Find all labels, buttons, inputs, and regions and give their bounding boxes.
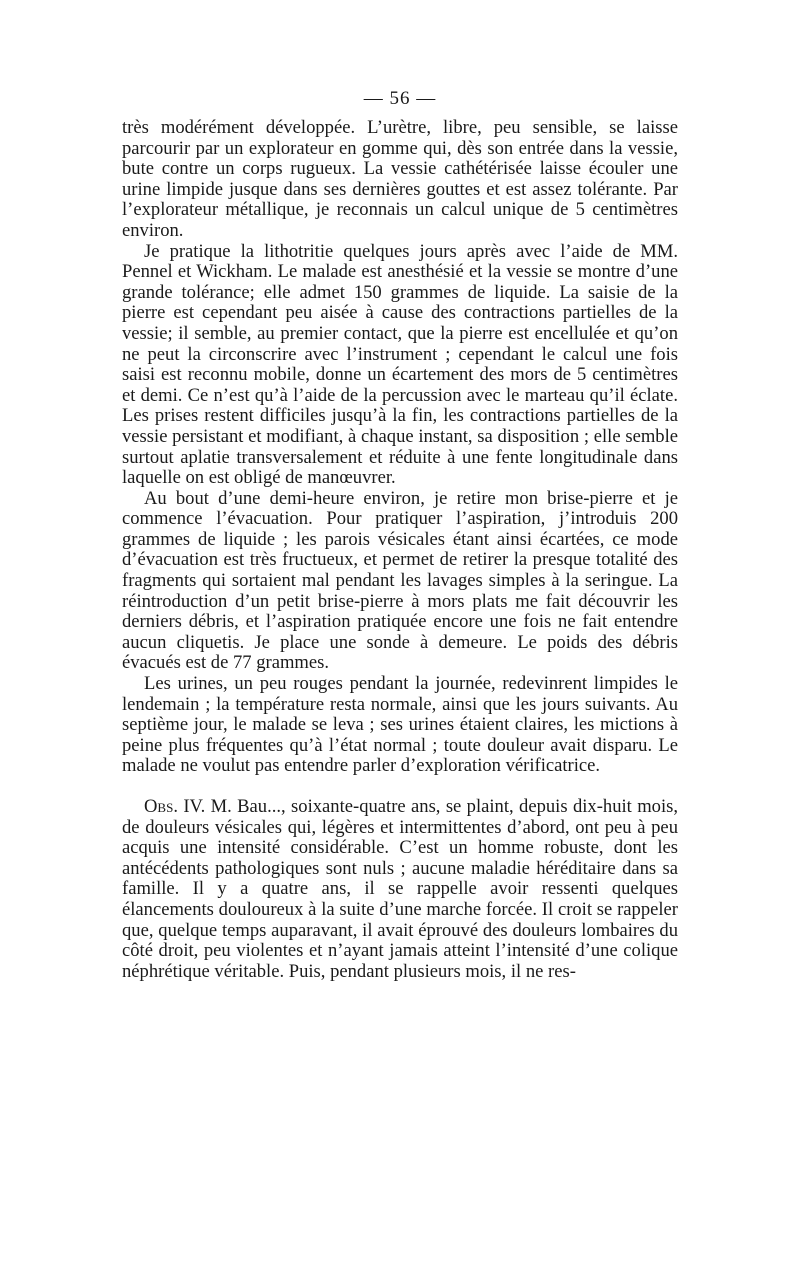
book-page (122, 86, 678, 982)
observation-label: Obs. (144, 796, 178, 817)
observation-paragraph (122, 797, 678, 982)
paragraph-1: très modérément développée. L’urètre, libre, peu sensible, se laisse parcourir par un explorateur en gomme qui, dès son entrée dans la vessie, bute contre un corps rugueux. La vessie cathétérisée laisse écouler une urine limpide jusque dans ses dernières gouttes et est assez tolérante. Par l’explorateur métallique, je reconnais un calcul unique de 5 centimètres environ. (122, 117, 678, 241)
observation-text: IV. M. Bau..., soixante-quatre ans, se plaint, depuis dix-huit mois, de douleurs vésicales qui, légères et intermittentes d’abord, ont peu à peu acquis une intensité considérable. C’est un homme robuste, dont les antécédents pathologiques sont nuls ; aucune maladie héréditaire dans sa famille. Il y a quatre ans, il se rappelle avoir ressenti quelques élancements douloureux à la suite d’une marche forcée. Il croit se rappeler que, quelque temps auparavant, il avait éprouvé des douleurs lombaires du côté droit, peu violentes et n’ayant jamais atteint l’intensité d’une colique néphrétique véritable. Puis, pendant plusieurs mois, il ne res- (122, 796, 678, 982)
paragraph-3: Au bout d’une demi-heure environ, je retire mon brise-pierre et je commence l’évacuation. Pour pratiquer l’aspiration, j’introduis 200 grammes de liquide ; les parois vésicales étant ainsi écartées, ce mode d’évacuation est très fructueux, et permet de retirer la presque totalité des fragments qui sortaient mal pendant les lavages simples à la seringue. La réintroduction d’un petit brise-pierre à mors plats me fait découvrir les derniers débris, et l’aspiration pratiquée encore une fois ne fait entendre aucun cliquetis. Je place une sonde à demeure. Le poids des débris évacués est de 77 grammes. (122, 487, 678, 674)
page-number: — 56 — (363, 88, 437, 109)
paragraph-4: Les urines, un peu rouges pendant la journée, redevinrent limpides le lendemain ; la température resta normale, ainsi que les jours suivants. Au septième jour, le malade se leva ; ses urines étaient claires, les mictions à peine plus fréquentes qu’à l’état normal ; toute douleur avait disparu. Le malade ne voulut pas entendre parler d’exploration vérificatrice. (122, 673, 678, 777)
paragraph-2: Je pratique la lithotritie quelques jours après avec l’aide de MM. Pennel et Wickham. Le malade est anesthésié et la vessie se montre d’une grande tolérance; elle admet 150 grammes de liquide. La saisie de la pierre est cependant peu aisée à cause des contractions partielles de la vessie; il semble, au premier contact, que la pierre est encellulée et qu’on ne peut la circonscrire avec l’instrument ; cependant le calcul une fois saisi est reconnu mobile, donne un écartement des mors de 5 centimètres et demi. Ce n’est qu’à l’aide de la percussion avec le marteau qu’il éclate. Les prises restent difficiles jusqu’à la fin, les contractions partielles de la vessie persistant et modifiant, à chaque instant, sa disposition ; elle semble surtout aplatie transversalement et réduite à une fente longitudinale dans laquelle on est obligé de manœuvrer. (122, 240, 678, 489)
